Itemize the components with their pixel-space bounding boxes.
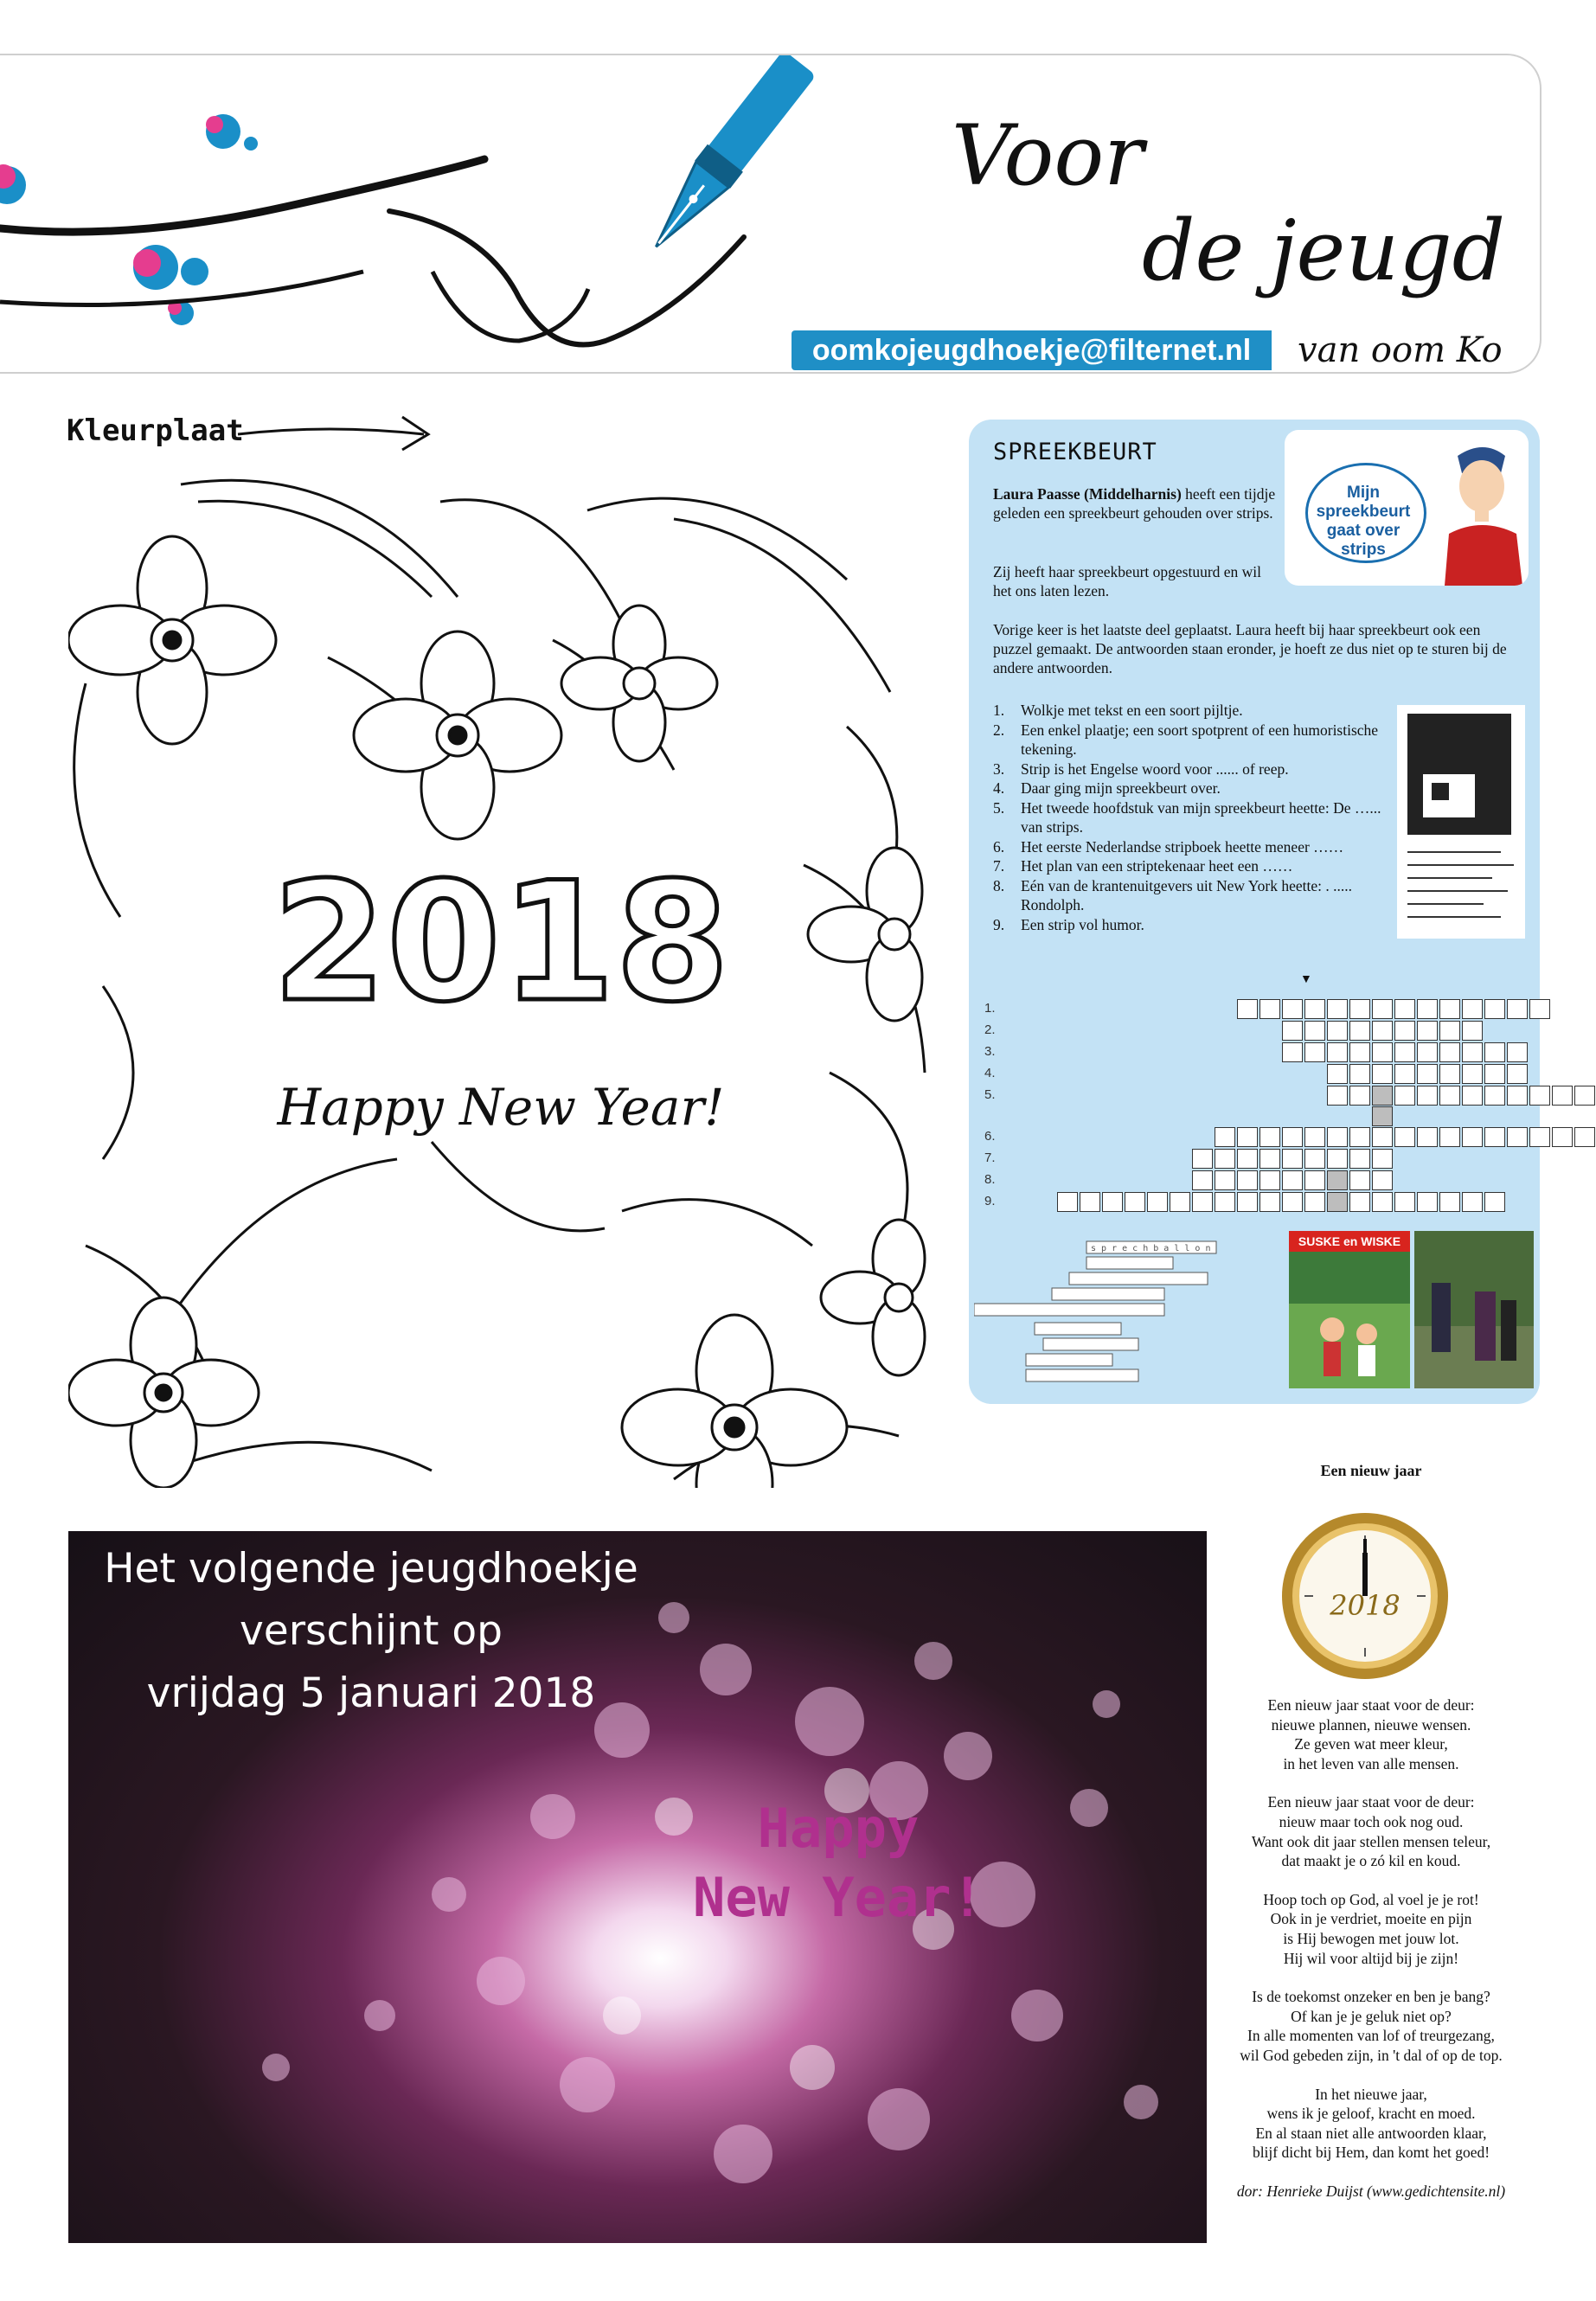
grid-row-label: 3.	[984, 1044, 996, 1059]
poem-title: Een nieuw jaar	[1320, 1462, 1422, 1479]
clue-number: 1.	[993, 702, 1005, 719]
poem-line: Want ook dit jaar stellen mensen teleur,	[1251, 1832, 1491, 1850]
crossword-cell[interactable]	[1484, 999, 1505, 1019]
poem-line: Of kan je je geluk niet op?	[1291, 2007, 1452, 2025]
spreekbeurt-para3: Vorige keer is het laatste deel geplaatst. Laura heeft bij haar spreekbeurt ook een puzzel gemaakt. De antwoorden staan eronder, je hoeft ze dus niet op te sturen bij de andere antwoorden.	[993, 621, 1507, 676]
poem-credit: dor: Henrieke Duijst (www.gedichtensite.nl)	[1236, 2182, 1506, 2200]
clue-number: 7.	[993, 857, 1005, 875]
crossword-cell[interactable]	[1439, 1127, 1460, 1147]
clock-year: 2018	[1330, 1589, 1401, 1622]
crossword-cell[interactable]	[1552, 1086, 1573, 1106]
poem-line: dat maakt je o zó kil en koud.	[1281, 1852, 1461, 1870]
crossword-cell[interactable]	[1372, 1149, 1393, 1169]
crossword-cell[interactable]	[1237, 999, 1258, 1019]
poem-stanza	[1207, 1987, 1535, 2065]
crossword-cell[interactable]	[1327, 1170, 1348, 1190]
crossword-cell[interactable]	[1304, 1042, 1325, 1062]
grid-row-label: 1.	[984, 1001, 996, 1016]
crossword-cell[interactable]	[1349, 1170, 1370, 1190]
poem-line: Ze geven wat meer kleur,	[1294, 1735, 1448, 1753]
grid-row-label: 9.	[984, 1194, 996, 1208]
crossword-cell[interactable]	[1327, 1086, 1348, 1106]
clue-item	[993, 915, 1391, 935]
crossword-cell[interactable]	[1349, 1086, 1370, 1106]
byline: van oom Ko	[1298, 330, 1503, 370]
speech-bubble: Mijn spreekbeurt gaat over strips	[1316, 484, 1411, 559]
crossword-cell[interactable]	[1215, 1149, 1235, 1169]
crossword-cell[interactable]	[1327, 1064, 1348, 1084]
crossword-cell[interactable]	[1215, 1127, 1235, 1147]
kids-photo	[1414, 1231, 1534, 1388]
clue-item	[993, 779, 1391, 798]
crossword-cell[interactable]	[1529, 999, 1550, 1019]
clue-item	[993, 856, 1391, 876]
crossword-cell[interactable]	[1080, 1192, 1100, 1212]
crossword-cell[interactable]	[1484, 1192, 1505, 1212]
poem-line: In het nieuwe jaar,	[1315, 2085, 1427, 2103]
poster-line-1: Het volgende jeugdhoekje	[104, 1545, 638, 1593]
crossword-cell[interactable]	[1484, 1086, 1505, 1106]
crossword-cell[interactable]	[1372, 1127, 1393, 1147]
crossword-cell[interactable]	[1170, 1192, 1190, 1212]
crossword-cell[interactable]	[1282, 1127, 1303, 1147]
poem-stanza	[1207, 1792, 1535, 1870]
poem-stanza	[1207, 1890, 1535, 1968]
comic-cover-title: SUSKE en WISKE	[1289, 1231, 1410, 1252]
crossword-cell[interactable]	[1282, 999, 1303, 1019]
poem-stanza	[1207, 2085, 1535, 2163]
crossword-cell[interactable]	[1462, 1127, 1483, 1147]
clue-text: Het eerste Nederlandse stripboek heette meneer ……	[1021, 837, 1344, 856]
crossword-cell[interactable]	[1507, 1064, 1528, 1084]
crossword-cell[interactable]	[1574, 1086, 1595, 1106]
crossword-cell[interactable]	[1304, 1192, 1325, 1212]
crossword-cell[interactable]	[1417, 1064, 1438, 1084]
crossword-cell[interactable]	[1372, 1086, 1393, 1106]
crossword-cell[interactable]	[1327, 999, 1348, 1019]
clue-number: 9.	[993, 915, 1005, 933]
crossword-cell[interactable]	[1372, 1064, 1393, 1084]
poster-line-2: verschijnt op	[239, 1607, 503, 1655]
crossword-cell[interactable]	[1439, 1064, 1460, 1084]
clue-number: 4.	[993, 779, 1005, 797]
fireworks-poster	[68, 1531, 1207, 2243]
crossword-cell[interactable]	[1215, 1170, 1235, 1190]
poem-line: nieuw maar toch ook nog oud.	[1279, 1812, 1464, 1830]
grid-row-label: 6.	[984, 1129, 996, 1144]
crossword-cell[interactable]	[1552, 1127, 1573, 1147]
poster-hny-2: New Year!	[693, 1866, 984, 1929]
crossword-cell[interactable]	[1507, 1127, 1528, 1147]
poem-line: Een nieuw jaar staat voor de deur:	[1267, 1793, 1475, 1811]
crossword-cell[interactable]	[1304, 999, 1325, 1019]
poem-line: blijf dicht bij Hem, dan komt het goed!	[1252, 2144, 1490, 2162]
crossword-cell[interactable]	[1327, 1192, 1348, 1212]
clue-text: Daar ging mijn spreekbeurt over.	[1021, 779, 1221, 797]
clue-number: 6.	[993, 837, 1005, 856]
crossword-cell[interactable]	[1349, 1149, 1370, 1169]
arrow-icon	[234, 407, 441, 458]
coloring-year: 2018	[272, 847, 730, 1038]
header-banner	[0, 54, 1542, 374]
crossword-cell[interactable]	[1192, 1149, 1213, 1169]
crossword-cell[interactable]	[1394, 1021, 1415, 1041]
crossword-cell[interactable]	[1147, 1192, 1168, 1212]
coloring-illustration	[68, 467, 933, 1488]
crossword-cell[interactable]	[1215, 1192, 1235, 1212]
crossword-cell[interactable]	[1327, 1127, 1348, 1147]
clue-text: Het tweede hoofdstuk van mijn spreekbeurt heette: De …... van strips.	[1021, 798, 1381, 836]
comic-cover	[1289, 1231, 1410, 1388]
crossword-cell[interactable]	[1394, 1064, 1415, 1084]
crossword-cell[interactable]	[1462, 1086, 1483, 1106]
crossword-cell[interactable]	[1125, 1192, 1145, 1212]
crossword-cell[interactable]	[1462, 1021, 1483, 1041]
crossword-cell[interactable]	[1057, 1192, 1078, 1212]
crossword-cell[interactable]	[1394, 1127, 1415, 1147]
crossword-cell[interactable]	[1349, 1064, 1370, 1084]
clue-item	[993, 721, 1391, 760]
clue-item	[993, 798, 1391, 837]
crossword-cell[interactable]	[1394, 1086, 1415, 1106]
crossword-cell[interactable]	[1259, 1127, 1280, 1147]
poem-line: En al staan niet alle antwoorden klaar,	[1255, 2124, 1487, 2142]
crossword-cell[interactable]	[1394, 1042, 1415, 1062]
crossword-cell[interactable]	[1372, 999, 1393, 1019]
crossword-cell[interactable]	[1259, 999, 1280, 1019]
clue-item	[993, 876, 1391, 915]
poem-stanza	[1207, 1695, 1535, 1773]
spreekbeurt-para2: Zij heeft haar spreekbeurt opgestuurd en wil het ons laten lezen.	[993, 563, 1262, 599]
crossword-cell[interactable]	[1304, 1127, 1325, 1147]
down-arrow-icon: ▼	[1300, 973, 1312, 986]
grid-row-label: 4.	[984, 1066, 996, 1080]
grid-row-label: 5.	[984, 1087, 996, 1102]
spreekbeurt-title: SPREEKBEURT	[993, 439, 1157, 465]
crossword-cell[interactable]	[1349, 1021, 1370, 1041]
clue-text: Wolkje met tekst en een soort pijltje.	[1021, 702, 1243, 719]
crossword-cell[interactable]	[1304, 1021, 1325, 1041]
crossword-cell[interactable]	[1372, 1170, 1393, 1190]
clue-item	[993, 760, 1391, 779]
clue-text: Strip is het Engelse woord voor ...... of reep.	[1021, 760, 1289, 778]
pen-illustration	[0, 55, 952, 374]
spreekbeurt-panel	[969, 420, 1540, 1404]
crossword-cell[interactable]	[1282, 1149, 1303, 1169]
clue-text: Eén van de krantenuitgevers uit New York heette: . ..... Rondolph.	[1021, 876, 1352, 913]
clue-item	[993, 837, 1391, 857]
crossword-cell[interactable]	[1417, 1021, 1438, 1041]
crossword-cell[interactable]	[1462, 1192, 1483, 1212]
clue-list	[993, 701, 1391, 934]
intro-name: Laura Paasse (Middelharnis)	[993, 485, 1182, 503]
grid-row-label: 7.	[984, 1150, 996, 1165]
crossword-cell[interactable]	[1394, 999, 1415, 1019]
crossword-cell[interactable]	[1237, 1170, 1258, 1190]
spreekbeurt-intro	[993, 484, 1279, 522]
crossword-cell[interactable]	[1349, 999, 1370, 1019]
clue-number: 5.	[993, 798, 1005, 817]
crossword-cell[interactable]	[1507, 1042, 1528, 1062]
crossword-cell[interactable]	[1192, 1170, 1213, 1190]
crossword-cell[interactable]	[1349, 1042, 1370, 1062]
crossword-cell[interactable]	[1372, 1192, 1393, 1212]
coloring-label: Kleurplaat	[67, 413, 244, 448]
title-line-1: Voor	[952, 107, 1144, 204]
crossword-cell[interactable]	[1237, 1127, 1258, 1147]
crossword-cell[interactable]	[1417, 1127, 1438, 1147]
crossword-cell[interactable]	[1529, 1127, 1550, 1147]
crossword-cell[interactable]	[1327, 1149, 1348, 1169]
poem-line: in het leven van alle mensen.	[1283, 1754, 1459, 1772]
crossword-cell[interactable]	[1372, 1021, 1393, 1041]
clue-text: Een strip vol humor.	[1021, 915, 1144, 933]
poster-hny-1: Happy	[757, 1797, 920, 1860]
crossword-cell[interactable]	[1462, 1064, 1483, 1084]
poem-body	[1207, 1695, 1535, 2201]
intro-rest: heeft een tijdje geleden een spreekbeurt gehouden over strips.	[993, 485, 1276, 522]
crossword-cell[interactable]	[1102, 1192, 1123, 1212]
clue-text: Een enkel plaatje; een soort spotprent of een humoristische tekening.	[1021, 721, 1379, 758]
crossword-cell[interactable]	[1574, 1127, 1595, 1147]
crossword-cell[interactable]	[1259, 1192, 1280, 1212]
crossword-cell[interactable]	[1439, 1192, 1460, 1212]
email-link[interactable]: oomkojeugdhoekje@filternet.nl	[792, 330, 1272, 370]
crossword-cell[interactable]	[1439, 1021, 1460, 1041]
poem-line: wens ik je geloof, kracht en moed.	[1266, 2105, 1476, 2123]
crossword-cell[interactable]	[1327, 1021, 1348, 1041]
crossword-cell[interactable]	[1372, 1042, 1393, 1062]
poem-line: Een nieuw jaar staat voor de deur:	[1267, 1696, 1475, 1714]
crossword-cell[interactable]	[1507, 1086, 1528, 1106]
crossword-cell[interactable]	[1439, 1042, 1460, 1062]
crossword-cell[interactable]	[1259, 1149, 1280, 1169]
poem-line: nieuwe plannen, nieuwe wensen.	[1271, 1715, 1471, 1734]
crossword-cell[interactable]	[1417, 1042, 1438, 1062]
grid-row-label: 2.	[984, 1022, 996, 1037]
poem-line: is Hij bewogen met jouw lot.	[1283, 1929, 1459, 1947]
poem-line: In alle momenten van lof of treurgezang,	[1247, 2027, 1495, 2045]
crossword-cell[interactable]	[1507, 999, 1528, 1019]
crossword-cell[interactable]	[1282, 1192, 1303, 1212]
crossword-cell[interactable]	[1484, 1127, 1505, 1147]
clue-text: Het plan van een striptekenaar heet een ……	[1021, 857, 1293, 875]
crossword-grid[interactable]	[969, 973, 1540, 1207]
crossword-cell[interactable]	[1484, 1064, 1505, 1084]
crossword-cell[interactable]	[1237, 1192, 1258, 1212]
crossword-cell[interactable]	[1282, 1042, 1303, 1062]
crossword-cell[interactable]	[1439, 999, 1460, 1019]
crossword-cell[interactable]	[1462, 1042, 1483, 1062]
crossword-cell[interactable]	[1192, 1192, 1213, 1212]
crossword-cell[interactable]	[1304, 1170, 1325, 1190]
crossword-cell[interactable]	[1349, 1127, 1370, 1147]
crossword-cell[interactable]	[1304, 1149, 1325, 1169]
crossword-cell[interactable]	[1282, 1170, 1303, 1190]
crossword-cell[interactable]	[1394, 1192, 1415, 1212]
crossword-cell	[1372, 1106, 1393, 1126]
crossword-cell[interactable]	[1439, 1086, 1460, 1106]
crossword-cell[interactable]	[1282, 1021, 1303, 1041]
crossword-cell[interactable]	[1484, 1042, 1505, 1062]
poem-line: wil God gebeden zijn, in 't dal of op de top.	[1240, 2046, 1503, 2064]
poem-line: Hoop toch op God, al voel je je rot!	[1263, 1890, 1479, 1908]
grid-row-label: 8.	[984, 1172, 996, 1187]
clue-number: 3.	[993, 760, 1005, 778]
clue-number: 8.	[993, 876, 1005, 894]
clock-icon	[1279, 1509, 1452, 1682]
crossword-cell[interactable]	[1259, 1170, 1280, 1190]
poem-line: Hij wil voor altijd bij je zijn!	[1283, 1949, 1459, 1967]
kid-illustration	[1440, 439, 1527, 586]
coloring-greeting: Happy New Year!	[277, 1078, 725, 1137]
crossword-cell[interactable]	[1529, 1086, 1550, 1106]
answer-grid	[974, 1233, 1268, 1388]
clue-item	[993, 701, 1391, 721]
comic-thumbnail	[1397, 705, 1525, 939]
poster-line-3: vrijdag 5 januari 2018	[146, 1670, 596, 1717]
crossword-cell[interactable]	[1462, 999, 1483, 1019]
svg-text:s p r e c h b a l l o n: s p r e c h b a l l o n	[1091, 1244, 1211, 1253]
crossword-cell[interactable]	[1327, 1042, 1348, 1062]
poem-line: Is de toekomst onzeker en ben je bang?	[1252, 1988, 1490, 2006]
crossword-cell[interactable]	[1417, 1192, 1438, 1212]
crossword-cell[interactable]	[1417, 999, 1438, 1019]
crossword-cell[interactable]	[1417, 1086, 1438, 1106]
poem-line: Ook in je verdriet, moeite en pijn	[1270, 1910, 1472, 1928]
title-line-2: de jeugd	[1142, 202, 1506, 299]
speech-picture	[1285, 430, 1529, 586]
clue-number: 2.	[993, 721, 1005, 739]
crossword-cell[interactable]	[1237, 1149, 1258, 1169]
crossword-cell[interactable]	[1349, 1192, 1370, 1212]
